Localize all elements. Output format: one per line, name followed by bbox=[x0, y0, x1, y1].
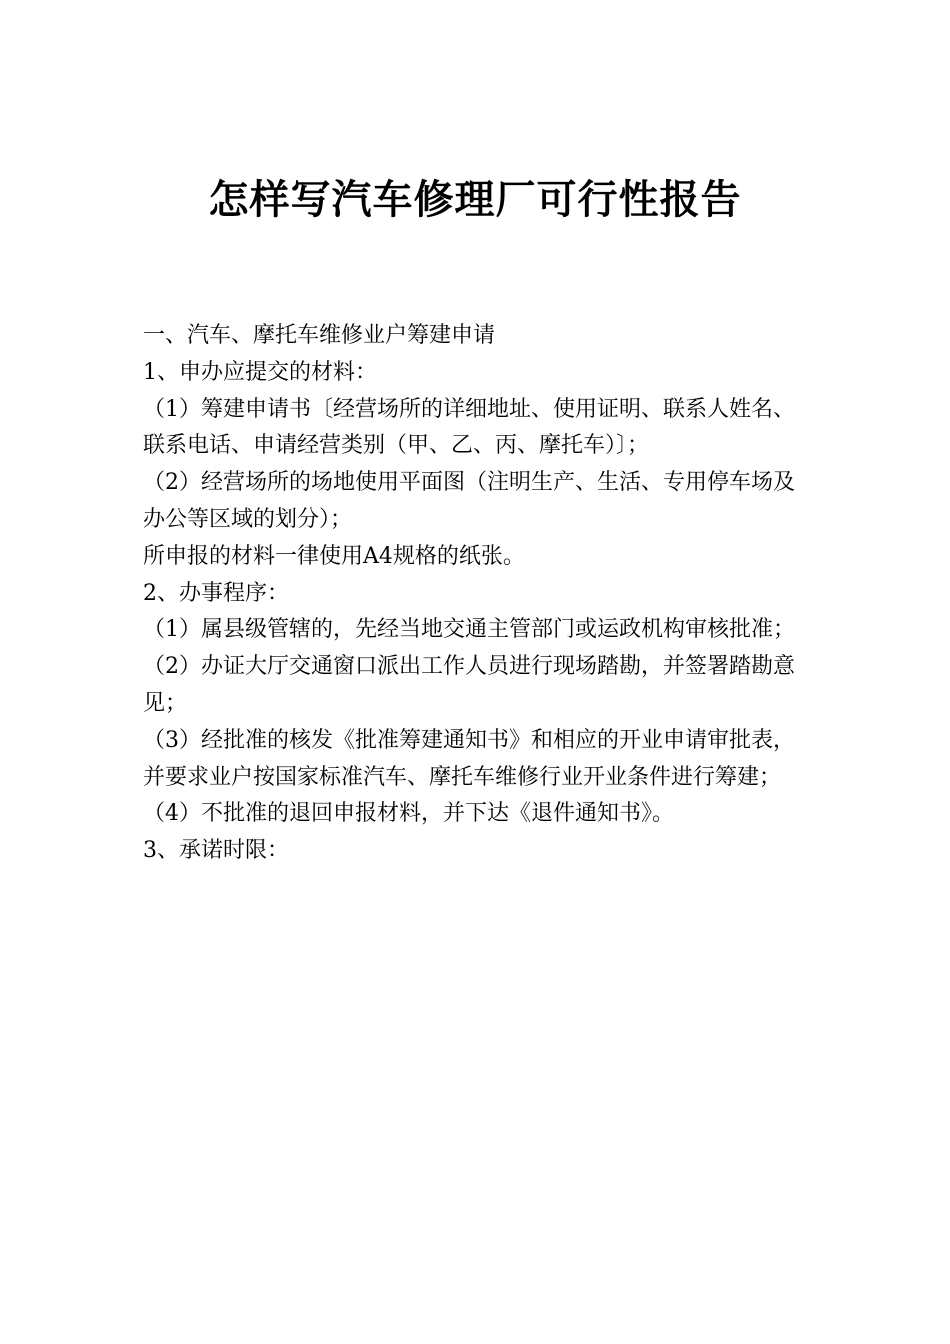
section-heading: 一、汽车、摩托车维修业户筹建申请 bbox=[143, 323, 496, 348]
subsection-heading: 1、申办应提交的材料： bbox=[143, 359, 377, 385]
list-item: （1）筹建申请书〔经营场所的详细地址、使用证明、联系人姓名、联系电话、申请经营类别（甲、乙、丙、摩托车）〕； bbox=[143, 396, 795, 459]
list-item: （1）属县级管辖的，先经当地交通主管部门或运政机构审核批准； bbox=[143, 617, 795, 643]
list-item: （3）经批准的核发《批准筹建通知书》和相应的开业申请审批表，并要求业户按国家标准汽车、摩托车维修行业开业条件进行筹建； bbox=[143, 727, 795, 790]
list-item: （2）经营场所的场地使用平面图（注明生产、生活、专用停车场及办公等区域的划分）； bbox=[143, 470, 795, 532]
document-body bbox=[143, 318, 808, 870]
subsection-heading: 2、办事程序： bbox=[143, 580, 289, 606]
note-paragraph: 所申报的材料一律使用A4规格的纸张。 bbox=[143, 543, 525, 569]
list-item: （4）不批准的退回申报材料，并下达《退件通知书》。 bbox=[143, 801, 674, 827]
document-title: 怎样写汽车修理厂可行性报告 bbox=[208, 176, 742, 223]
subsection-heading: 3、承诺时限： bbox=[143, 838, 289, 864]
list-item: （2）办证大厅交通窗口派出工作人员进行现场踏勘，并签署踏勘意见； bbox=[143, 654, 795, 716]
